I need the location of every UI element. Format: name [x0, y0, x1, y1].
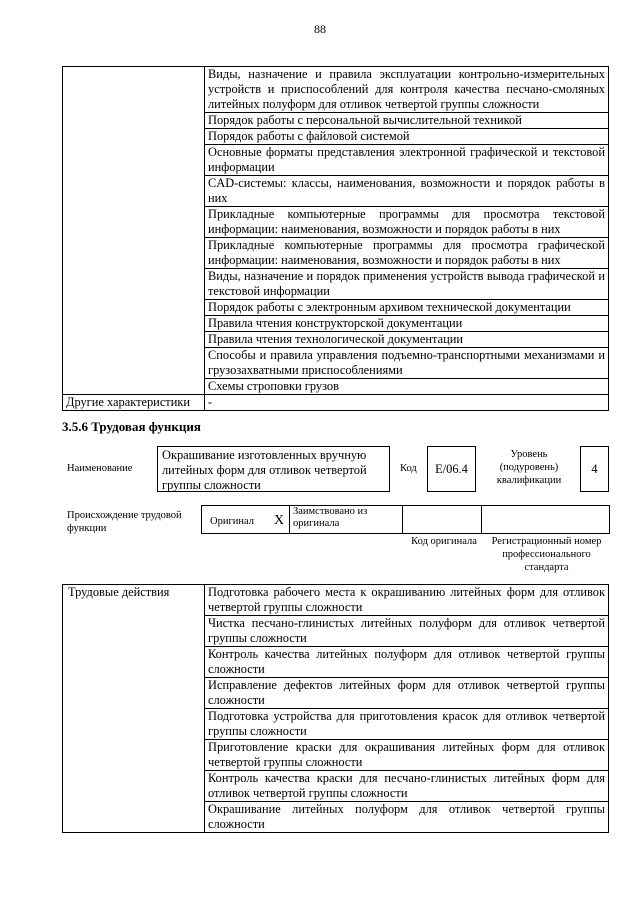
function-name-box	[157, 446, 390, 492]
other-value: -	[205, 395, 609, 411]
action-item: Чистка песчано-глинистых литейных полуформ для отливок четвертой группы сложности	[205, 616, 609, 647]
origin-original-cell	[202, 506, 290, 534]
action-item: Контроль качества литейных полуформ для отливок четвертой группы сложности	[205, 647, 609, 678]
knowledge-item: Правила чтения конструкторской документации	[205, 316, 609, 332]
knowledge-item: Правила чтения технологической документации	[205, 332, 609, 348]
page-number: 88	[314, 22, 326, 36]
function-name-value: Окрашивание изготовленных вручную литейных форм для отливок четвертой группы сложности	[162, 448, 367, 492]
actions-label: Трудовые действия	[63, 585, 205, 833]
section-title: 3.5.6 Трудовая функция	[62, 419, 201, 434]
knowledge-row	[63, 67, 609, 113]
original-mark: X	[274, 512, 285, 528]
actions-table	[62, 584, 609, 833]
function-code-value: E/06.4	[435, 462, 468, 476]
knowledge-item: Виды, назначение и порядок применения устройств вывода графической и текстовой информации	[205, 269, 609, 300]
knowledge-table	[62, 66, 609, 411]
name-label: Наименование	[67, 463, 133, 474]
other-label: Другие характеристики	[63, 395, 205, 411]
knowledge-item: Порядок работы с файловой системой	[205, 129, 609, 145]
knowledge-item: Основные форматы представления электронной графической и текстовой информации	[205, 145, 609, 176]
knowledge-item: Прикладные компьютерные программы для просмотра текстовой информации: наименования, возможности и порядок работы в них	[205, 207, 609, 238]
origin-table	[201, 505, 610, 534]
origin-code-cell	[403, 506, 482, 534]
level-value: 4	[591, 462, 598, 476]
action-item: Окрашивание литейных полуформ для отливок четвертой группы сложности	[205, 802, 609, 833]
action-row	[63, 585, 609, 616]
knowledge-item: Виды, назначение и правила эксплуатации контрольно-измерительных устройств и приспособлений для контроля качества песчано-смоляных литейных полуформ для отливок четвертой группы сложности	[205, 67, 609, 113]
borrowed-label: Заимствовано из оригинала	[290, 506, 403, 534]
origin-reg-cell	[482, 506, 610, 534]
knowledge-item: Прикладные компьютерные программы для просмотра графической информации: наименования, возможности и порядок работы в них	[205, 238, 609, 269]
action-item: Исправление дефектов литейных форм для отливок четвертой группы сложности	[205, 678, 609, 709]
action-item: Контроль качества краски для песчано-глинистых литейных форм для отливок четвертой группы сложности	[205, 771, 609, 802]
knowledge-item: CAD-системы: классы, наименования, возможности и порядок работы в них	[205, 176, 609, 207]
other-row	[63, 395, 609, 411]
code-label: Код	[400, 463, 417, 474]
knowledge-item: Способы и правила управления подъемно-транспортными механизмами и грузозахватными приспособлениями	[205, 348, 609, 379]
original-label: Оригинал	[210, 515, 254, 527]
action-item: Подготовка рабочего места к окрашиванию литейных форм для отливок четвертой группы сложности	[205, 585, 609, 616]
knowledge-item: Порядок работы с персональной вычислительной техникой	[205, 113, 609, 129]
level-label: Уровень (подуровень) квалификации	[496, 449, 562, 486]
level-box	[580, 446, 609, 492]
function-code-box	[427, 446, 476, 492]
reg-caption: Регистрационный номер профессионального стандарта	[491, 536, 602, 573]
action-item: Приготовление краски для окрашивания литейных форм для отливок четвертой группы сложности	[205, 740, 609, 771]
knowledge-label-cell	[63, 67, 205, 395]
knowledge-item: Схемы строповки грузов	[205, 379, 609, 395]
action-item: Подготовка устройства для приготовления красок для отливок четвертой группы сложности	[205, 709, 609, 740]
code-caption: Код оригинала	[411, 536, 477, 547]
knowledge-item: Порядок работы с электронным архивом технической документации	[205, 300, 609, 316]
origin-label: Происхождение трудовой функции	[67, 510, 182, 534]
